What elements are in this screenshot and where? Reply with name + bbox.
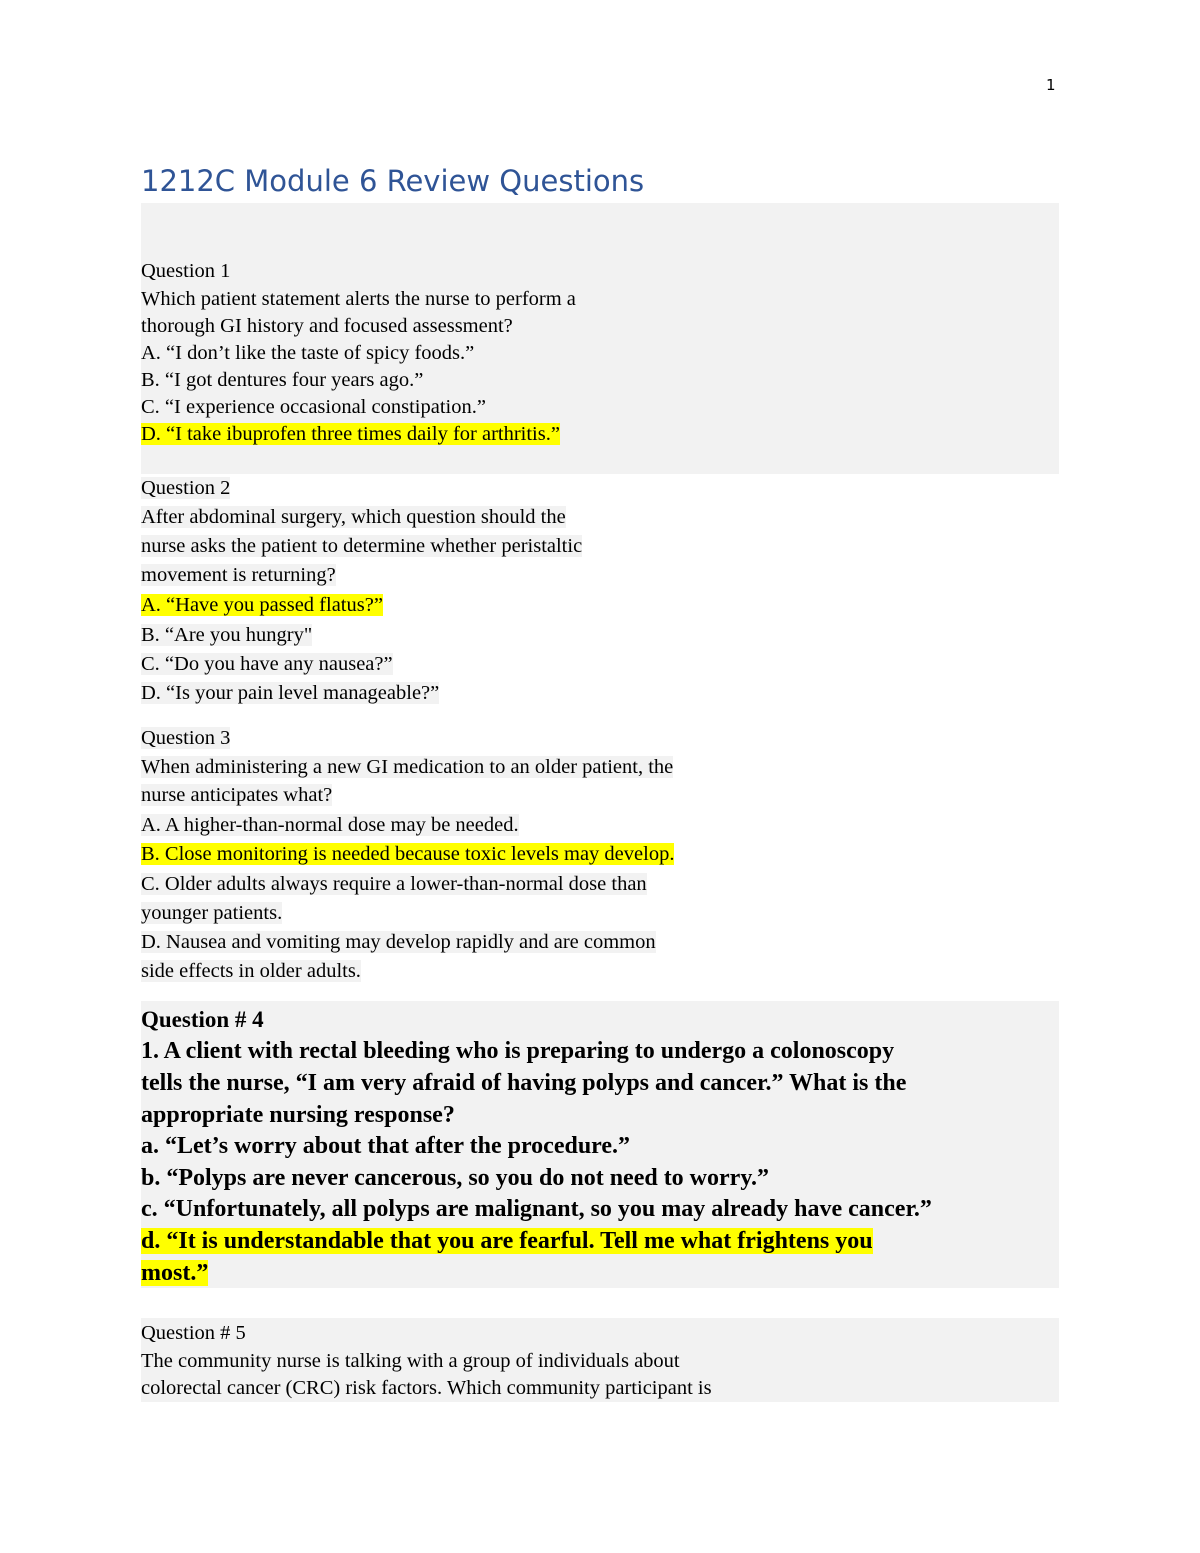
question-label: Question # 5 (141, 1322, 246, 1344)
question-stem-line: 1. A client with rectal bleeding who is preparing to undergo a colonoscopy (141, 1038, 895, 1064)
answer-option-d-continued: side effects in older adults. (141, 960, 361, 982)
answer-option-b: b. “Polyps are never cancerous, so you do not need to worry.” (141, 1165, 769, 1191)
page-number: 1 (1046, 76, 1056, 94)
document-title: 1212C Module 6 Review Questions (141, 164, 645, 198)
answer-option-b-correct: B. Close monitoring is needed because toxic levels may develop. (141, 843, 675, 865)
question-label: Question 2 (141, 477, 231, 499)
answer-option-a: A. A higher-than-normal dose may be needed. (141, 814, 519, 836)
answer-option-c: c. “Unfortunately, all polyps are malignant, so you may already have cancer.” (141, 1196, 932, 1222)
question-stem-line: Which patient statement alerts the nurse to perform a (141, 288, 576, 310)
answer-option-b: B. “Are you hungry" (141, 624, 313, 646)
question-stem-line: When administering a new GI medication to an older patient, the (141, 756, 674, 778)
question-stem-line: nurse asks the patient to determine whether peristaltic (141, 535, 583, 557)
answer-option-c: C. “Do you have any nausea?” (141, 653, 393, 675)
answer-option-d-correct: d. “It is understandable that you are fearful. Tell me what frightens you (141, 1228, 873, 1254)
question-stem-line: movement is returning? (141, 564, 336, 586)
answer-option-c: C. Older adults always require a lower-than-normal dose than (141, 873, 647, 895)
answer-option-a-correct: A. “Have you passed flatus?” (141, 594, 383, 616)
question-stem-line: The community nurse is talking with a group of individuals about (141, 1350, 680, 1372)
question-stem-line: After abdominal surgery, which question should the (141, 506, 566, 528)
question-stem-line: thorough GI history and focused assessment? (141, 315, 513, 337)
question-stem-line: colorectal cancer (CRC) risk factors. Which community participant is (141, 1377, 712, 1399)
question-label: Question 3 (141, 727, 231, 749)
question-stem-line: tells the nurse, “I am very afraid of having polyps and cancer.” What is the (141, 1070, 907, 1096)
answer-option-d: D. “Is your pain level manageable?” (141, 682, 440, 704)
question-stem-line: appropriate nursing response? (141, 1102, 455, 1128)
answer-option-a: a. “Let’s worry about that after the procedure.” (141, 1133, 631, 1159)
answer-option-b: B. “I got dentures four years ago.” (141, 369, 424, 391)
answer-option-a: A. “I don’t like the taste of spicy foods.” (141, 342, 475, 364)
answer-option-d: D. Nausea and vomiting may develop rapidly and are common (141, 931, 656, 953)
answer-option-c: C. “I experience occasional constipation.” (141, 396, 486, 418)
question-stem-line: nurse anticipates what? (141, 784, 333, 806)
answer-option-d-continued: most.” (141, 1260, 209, 1286)
question-label: Question # 4 (141, 1007, 264, 1032)
answer-option-c-continued: younger patients. (141, 902, 283, 924)
question-label: Question 1 (141, 260, 231, 282)
answer-option-d-correct: D. “I take ibuprofen three times daily for arthritis.” (141, 423, 560, 445)
